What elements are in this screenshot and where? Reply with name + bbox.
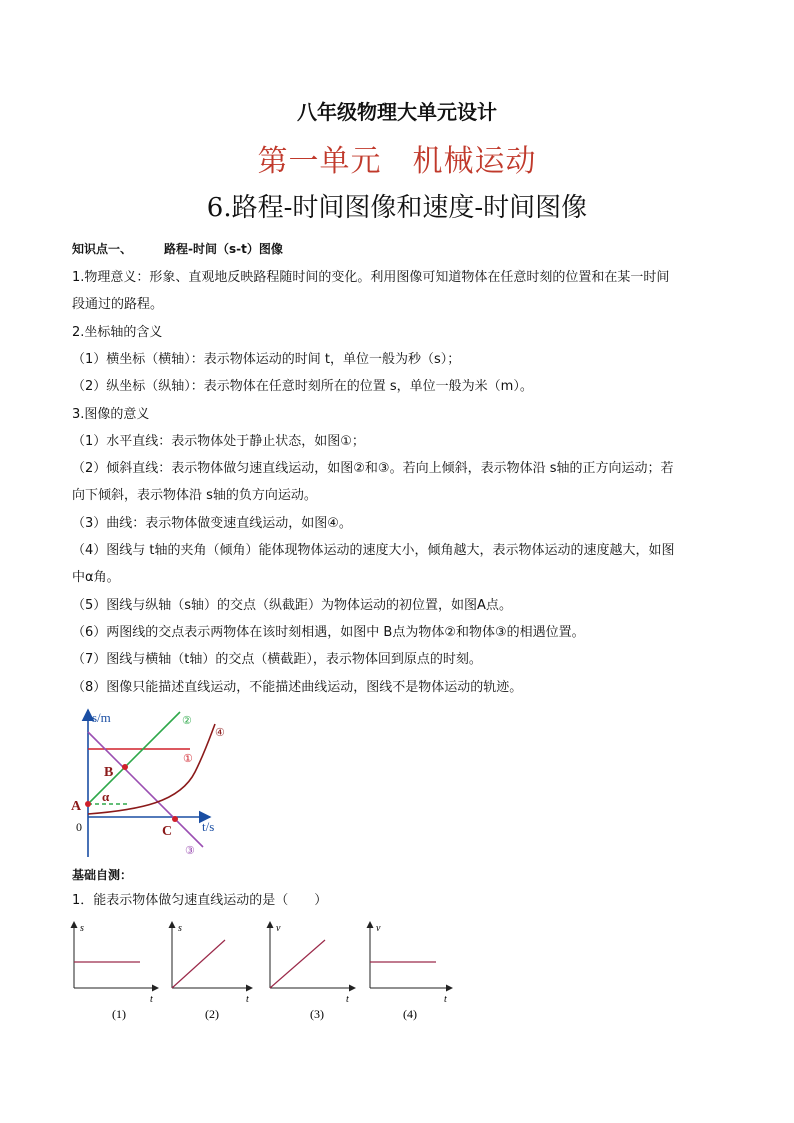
self-test-heading: 基础自测： bbox=[72, 868, 133, 882]
body-line: （5）图线与纵轴（s轴）的交点（纵截距）为物体运动的初位置，如图A点。 bbox=[72, 598, 512, 613]
body-line: （1）水平直线：表示物体处于静止状态，如图①； bbox=[72, 434, 365, 449]
point-a-label: A bbox=[71, 799, 82, 814]
body-line: （2）纵坐标（纵轴）：表示物体在任意时刻所在的位置 s，单位一般为米（m）。 bbox=[72, 379, 533, 394]
option-4-x-label: t bbox=[444, 994, 447, 1005]
angle-label: α bbox=[102, 789, 110, 804]
body-line: （2）倾斜直线：表示物体做匀速直线运动，如图②和③。若向上倾斜，表示物体沿 s轴的正方向运动；若 bbox=[72, 461, 674, 476]
option-4-caption: (4) bbox=[403, 1007, 417, 1021]
body-line: （6）两图线的交点表示两物体在该时刻相遇，如图中 B点为物体②和物体③的相遇位置。 bbox=[72, 625, 585, 640]
lesson-title: 6.路程-时间图像和速度-时间图像 bbox=[206, 193, 588, 223]
body-line: 中α角。 bbox=[72, 570, 120, 585]
unit-title: 第一单元 机械运动 bbox=[257, 144, 537, 179]
point-b-label: B bbox=[104, 765, 114, 780]
option-2-x-label: t bbox=[246, 994, 249, 1005]
body-line: 3.图像的意义 bbox=[72, 407, 150, 422]
body-line: （7）图线与横轴（t轴）的交点（横截距），表示物体回到原点的时刻。 bbox=[72, 652, 482, 667]
body-line: 向下倾斜，表示物体沿 s轴的负方向运动。 bbox=[72, 488, 317, 503]
option-1-caption: (1) bbox=[112, 1007, 126, 1021]
body-line: （4）图线与 t轴的夹角（倾角）能体现物体运动的速度大小，倾角越大，表示物体运动的速度越大，如图 bbox=[72, 543, 675, 558]
option-1-graph bbox=[74, 922, 158, 1021]
s-axis-label: s/m bbox=[92, 710, 111, 725]
body-line: 段通过的路程。 bbox=[72, 297, 164, 312]
option-3-graph bbox=[270, 922, 355, 1021]
option-4-graph bbox=[370, 922, 452, 1021]
line-3-label: ③ bbox=[185, 845, 195, 857]
body-line: （1）横坐标（横轴）：表示物体运动的时间 t，单位一般为秒（s）； bbox=[72, 352, 461, 367]
document-title: 八年级物理大单元设计 bbox=[297, 100, 497, 124]
point-c-label: C bbox=[162, 824, 173, 839]
t-axis-label: t/s bbox=[202, 819, 215, 834]
option-3-x-label: t bbox=[346, 994, 349, 1005]
option-2-graph bbox=[172, 922, 252, 1021]
line-4-label: ④ bbox=[215, 727, 225, 739]
option-2-line bbox=[172, 940, 225, 988]
option-2-y-label: s bbox=[178, 923, 182, 934]
body-line: （8）图像只能描述直线运动，不能描述曲线运动，图线不是物体运动的轨迹。 bbox=[72, 680, 523, 695]
option-4-y-label: v bbox=[376, 923, 381, 934]
line-1-label: ① bbox=[183, 753, 193, 765]
section-topic: 路程-时间（s-t）图像 bbox=[164, 242, 283, 256]
option-3-line bbox=[270, 940, 325, 988]
body-line: 1.物理意义：形象、直观地反映路程随时间的变化。利用图像可知道物体在任意时刻的位置和在某一时间 bbox=[72, 270, 670, 285]
option-2-caption: (2) bbox=[205, 1007, 219, 1021]
section-heading bbox=[72, 240, 732, 258]
line-2-label: ② bbox=[182, 715, 192, 727]
body-line: 2.坐标轴的含义 bbox=[72, 325, 163, 340]
point-b bbox=[122, 764, 128, 770]
body-line: （3）曲线：表示物体做变速直线运动，如图④。 bbox=[72, 516, 352, 531]
st-diagram bbox=[60, 702, 250, 862]
point-a bbox=[85, 801, 91, 807]
point-c bbox=[172, 816, 178, 822]
section-number: 知识点一、 bbox=[72, 242, 133, 256]
option-3-caption: (3) bbox=[310, 1007, 324, 1021]
origin-label: 0 bbox=[76, 820, 82, 834]
option-1-y-label: s bbox=[80, 923, 84, 934]
option-1-x-label: t bbox=[150, 994, 153, 1005]
question-1: 1．能表示物体做匀速直线运动的是（ ） bbox=[72, 893, 328, 908]
option-graphs bbox=[60, 918, 460, 1030]
option-3-y-label: v bbox=[276, 923, 281, 934]
